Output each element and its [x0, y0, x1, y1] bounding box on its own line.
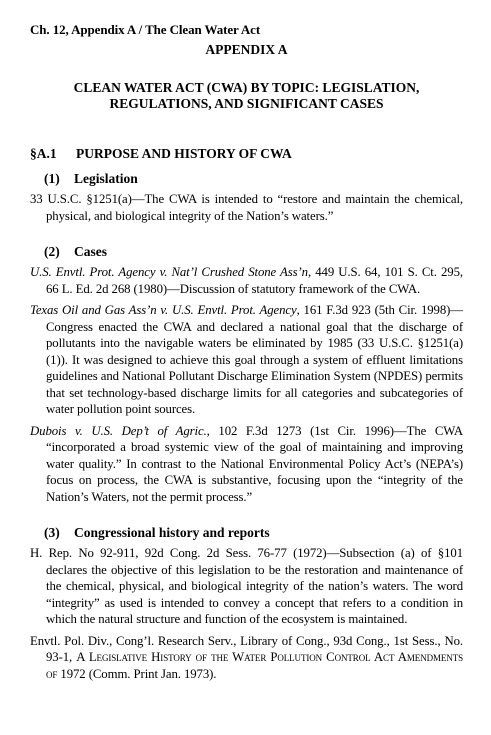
- subheading-title: Legislation: [74, 171, 138, 186]
- appendix-label: APPENDIX A: [205, 42, 288, 57]
- document-title-line-2: REGULATIONS, AND SIGNIFICANT CASES: [109, 96, 384, 111]
- case-name: U.S. Envtl. Prot. Agency v. Nat’l Crushed Stone Ass’n: [30, 265, 308, 279]
- case-citation: , 449 U.S. 64, 101 S. Ct. 295, 66 L. Ed. 2d 268 (1980)—Discussion of statutory framework of the CWA.: [46, 265, 463, 296]
- history-report-title: A Legislative History of the Water Pollution Control Act Amendments of 1972: [46, 650, 463, 681]
- subheading-number: (2): [44, 244, 60, 259]
- section-title: PURPOSE AND HISTORY OF CWA: [76, 146, 292, 161]
- case-entry: [30, 302, 463, 418]
- document-title: [30, 80, 463, 112]
- section-heading: [30, 146, 463, 162]
- running-head: Ch. 12, Appendix A / The Clean Water Act: [30, 22, 261, 37]
- history-citation-end: (Comm. Print Jan. 1973).: [85, 666, 217, 681]
- case-citation: , 161 F.3d 923 (5th Cir. 1998)—Congress enacted the CWA and declared a national goal that the discharge of pollutants into the navigable waters be eliminated by 1985 (33 U.S.C. §1251(a)(1)). It was designed to achieve this goal through a system of effluent limitations guidelines and National Pollutant Discharge Elimination System (NPDES) permits that set technology-based discharge limits for all categories and subcategories of water pollution point sources.: [46, 303, 463, 416]
- section-number: §A.1: [30, 146, 57, 161]
- case-entry: [30, 264, 463, 297]
- history-entry: [30, 633, 463, 683]
- case-citation: , 102 F.3d 1273 (1st Cir. 1996)—The CWA “incorporated a broad systemic view of the goal of maintaining and improving water quality.” In contrast to the National Environmental Policy Act’s (NEPA’s) focus on process, the CWA is substantive, focusing upon the “integrity of the Nation’s Waters, not the permit process.”: [46, 423, 463, 504]
- legislation-entry: 33 U.S.C. §1251(a)—The CWA is intended to “restore and maintain the chemical, physical, and biological integrity of the Nation’s waters.”: [30, 192, 463, 223]
- subheading-title: Cases: [74, 244, 107, 259]
- subheading-congressional-history: [44, 525, 463, 541]
- history-citation: Envtl. Pol. Div., Cong’l. Research Serv., Library of Cong., 93d Cong., 1st Sess., No. 93-1,: [30, 633, 463, 664]
- subheading-legislation: [44, 171, 463, 187]
- subheading-title: Congressional history and reports: [74, 525, 270, 540]
- case-entry: [30, 423, 463, 506]
- subheading-number: (3): [44, 525, 60, 540]
- case-name: Dubois v. U.S. Dep’t of Agric.: [30, 423, 207, 438]
- subheading-number: (1): [44, 171, 60, 186]
- subheading-cases: [44, 244, 463, 260]
- case-name: Texas Oil and Gas Ass’n v. U.S. Envtl. Prot. Agency: [30, 303, 297, 317]
- history-entry: H. Rep. No 92-911, 92d Cong. 2d Sess. 76-77 (1972)—Subsection (a) of §101 declares the objective of this legislation to be the restoration and maintenance of the chemical, physical, and biological integrity of the nation’s waters. The word “integrity” as used is intended to convey a concept that refers to a condition in which the natural structure and function of the ecosystem is maintained.: [30, 546, 463, 626]
- document-title-line-1: CLEAN WATER ACT (CWA) BY TOPIC: LEGISLATION,: [73, 80, 420, 95]
